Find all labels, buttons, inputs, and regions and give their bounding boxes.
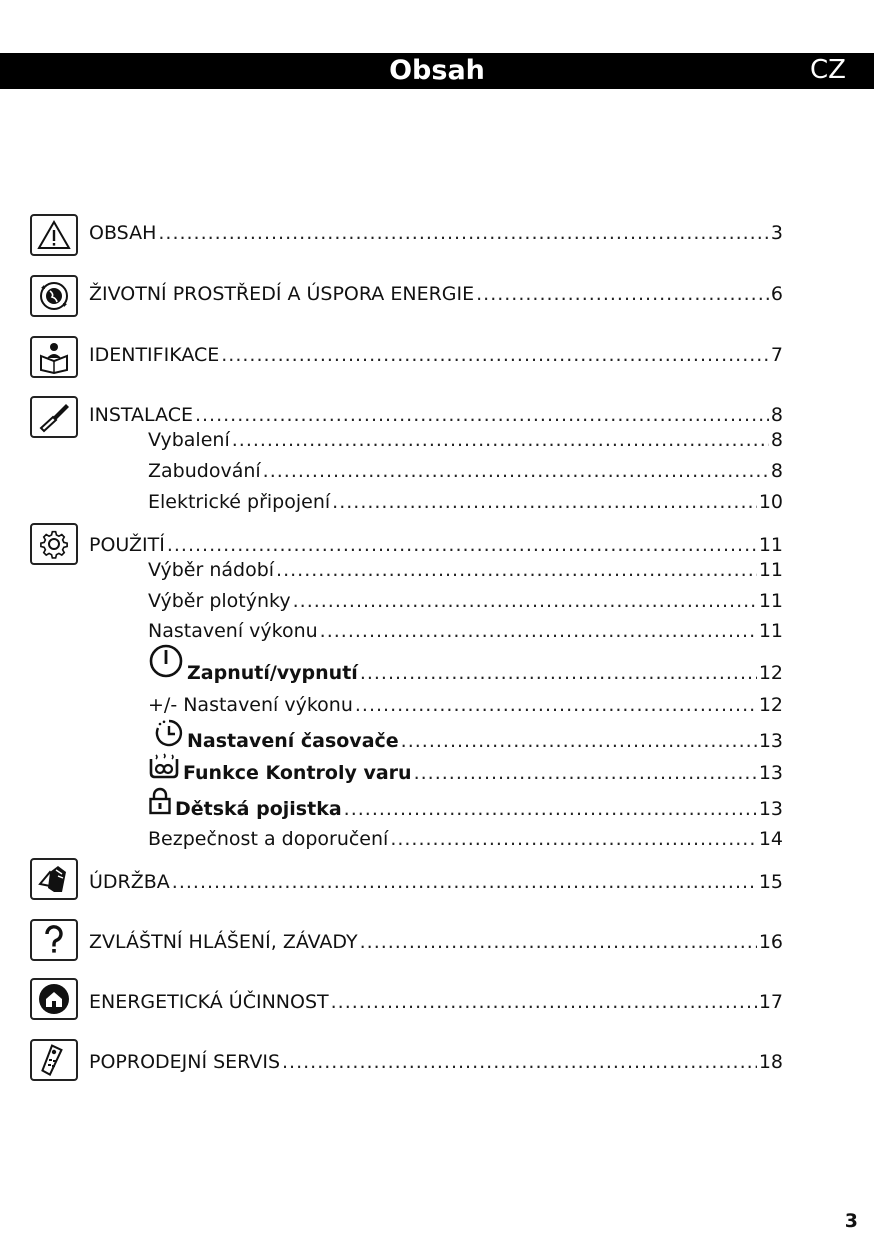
toc-subentry-elektricke-pripojeni[interactable] bbox=[148, 491, 783, 513]
leader-dots bbox=[401, 730, 757, 752]
toc-label: Zapnutí/vypnutí bbox=[187, 662, 358, 684]
toc-entry-pouziti[interactable] bbox=[89, 534, 783, 556]
toc-page: 15 bbox=[758, 871, 783, 893]
leader-dots bbox=[344, 798, 757, 820]
toc-entry-obsah[interactable] bbox=[89, 222, 783, 244]
leader-dots bbox=[331, 991, 757, 1013]
toc-subentry-nastaveni-vykonu[interactable] bbox=[148, 620, 783, 642]
toc-label: IDENTIFIKACE bbox=[89, 344, 220, 366]
leader-dots bbox=[332, 491, 757, 513]
page-number: 3 bbox=[844, 1210, 858, 1232]
toc-subentry-nastaveni-casovace[interactable] bbox=[148, 730, 783, 752]
leader-dots bbox=[263, 460, 769, 482]
leader-dots bbox=[232, 429, 769, 451]
toc-label: +/- Nastavení výkonu bbox=[148, 694, 353, 716]
toc-label: Bezpečnost a doporučení bbox=[148, 828, 389, 850]
leader-dots bbox=[414, 762, 757, 784]
header-bar bbox=[0, 53, 874, 89]
language-code: CZ bbox=[810, 55, 846, 85]
warning-icon bbox=[30, 214, 78, 256]
toc-page: 12 bbox=[758, 694, 783, 716]
screwdriver-icon bbox=[30, 396, 78, 438]
toc-label: ÚDRŽBA bbox=[89, 871, 170, 893]
toc-subentry-zabudovani[interactable] bbox=[148, 460, 783, 482]
leader-dots bbox=[221, 344, 769, 366]
toc-page: 16 bbox=[758, 931, 783, 953]
toc-label: Výběr plotýnky bbox=[148, 590, 291, 612]
toc-page: 17 bbox=[758, 991, 783, 1013]
toc-subentry-vybaleni[interactable] bbox=[148, 429, 783, 451]
leader-dots bbox=[360, 662, 757, 684]
toc-page: 11 bbox=[758, 559, 783, 581]
toc-label: ŽIVOTNÍ PROSTŘEDÍ A ÚSPORA ENERGIE bbox=[89, 283, 475, 305]
toc-label: POPRODEJNÍ SERVIS bbox=[89, 1051, 281, 1073]
toc-page: 18 bbox=[758, 1051, 783, 1073]
eco-house-icon bbox=[30, 978, 78, 1020]
cleaning-hand-icon bbox=[30, 858, 78, 900]
toc-page: 8 bbox=[770, 429, 783, 451]
toc-subentry-plus-minus-nastaveni[interactable] bbox=[148, 694, 783, 716]
power-icon bbox=[148, 643, 184, 679]
toc-subentry-detska-pojistka[interactable] bbox=[148, 797, 783, 820]
timer-icon bbox=[154, 719, 184, 747]
toc-label: Dětská pojistka bbox=[175, 798, 342, 820]
leader-dots bbox=[276, 559, 757, 581]
toc-page: 11 bbox=[758, 590, 783, 612]
leader-dots bbox=[172, 871, 757, 893]
leader-dots bbox=[390, 828, 757, 850]
toc-label: Funkce Kontroly varu bbox=[183, 762, 412, 784]
question-icon bbox=[30, 919, 78, 961]
toc-page: 13 bbox=[758, 798, 783, 820]
toc-page: 10 bbox=[758, 491, 783, 513]
toc-label: Výběr nádobí bbox=[148, 559, 275, 581]
toc-page: 13 bbox=[758, 730, 783, 752]
leader-dots bbox=[355, 694, 757, 716]
toc-entry-zvlastni[interactable] bbox=[89, 931, 783, 953]
toc-page: 13 bbox=[758, 762, 783, 784]
toc-subentry-funkce-kontroly-varu[interactable] bbox=[148, 762, 783, 784]
toc-label: INSTALACE bbox=[89, 404, 193, 426]
toc-label: ZVLÁŠTNÍ HLÁŠENÍ, ZÁVADY bbox=[89, 931, 358, 953]
leader-dots bbox=[158, 222, 769, 244]
toc-page: 3 bbox=[770, 222, 783, 244]
leader-dots bbox=[282, 1051, 757, 1073]
toc-page: 7 bbox=[770, 344, 783, 366]
toc-entry-energeticka[interactable] bbox=[89, 991, 783, 1013]
toc-label: Nastavení výkonu bbox=[148, 620, 318, 642]
toc-page: 8 bbox=[770, 460, 783, 482]
toc-subentry-bezpecnost[interactable] bbox=[148, 828, 783, 850]
recycle-globe-icon bbox=[30, 275, 78, 317]
toc-page: 11 bbox=[758, 620, 783, 642]
leader-dots bbox=[320, 620, 757, 642]
toc-label: Zabudování bbox=[148, 460, 261, 482]
toc-subentry-zapnuti-vypnuti[interactable] bbox=[148, 662, 783, 684]
lock-icon bbox=[148, 787, 172, 815]
leader-dots bbox=[195, 404, 769, 426]
toc-page: 14 bbox=[758, 828, 783, 850]
toc-entry-udrzba[interactable] bbox=[89, 871, 783, 893]
toc-label: ENERGETICKÁ ÚČINNOST bbox=[89, 991, 329, 1013]
toc-entry-prostredi[interactable] bbox=[89, 283, 783, 305]
toc-entry-identifikace[interactable] bbox=[89, 344, 783, 366]
gear-icon bbox=[30, 523, 78, 565]
reader-book-icon bbox=[30, 336, 78, 378]
toc-subentry-vyber-plotynky[interactable] bbox=[148, 590, 783, 612]
toc-page: 8 bbox=[770, 404, 783, 426]
leader-dots bbox=[293, 590, 757, 612]
toc-subentry-vyber-nadobi[interactable] bbox=[148, 559, 783, 581]
toc-page: 11 bbox=[758, 534, 783, 556]
phone-icon bbox=[30, 1039, 78, 1081]
toc-label: OBSAH bbox=[89, 222, 157, 244]
toc-entry-instalace[interactable] bbox=[89, 404, 783, 426]
leader-dots bbox=[360, 931, 757, 953]
toc-entry-servis[interactable] bbox=[89, 1051, 783, 1073]
toc-page: 12 bbox=[758, 662, 783, 684]
page-title: Obsah bbox=[389, 55, 485, 86]
toc-label: Elektrické připojení bbox=[148, 491, 331, 513]
toc-page: 6 bbox=[770, 283, 783, 305]
leader-dots bbox=[476, 283, 769, 305]
toc-label: Vybalení bbox=[148, 429, 230, 451]
toc-label: POUŽITÍ bbox=[89, 534, 165, 556]
leader-dots bbox=[167, 534, 757, 556]
boil-control-icon bbox=[148, 753, 180, 779]
toc-label: Nastavení časovače bbox=[187, 730, 399, 752]
